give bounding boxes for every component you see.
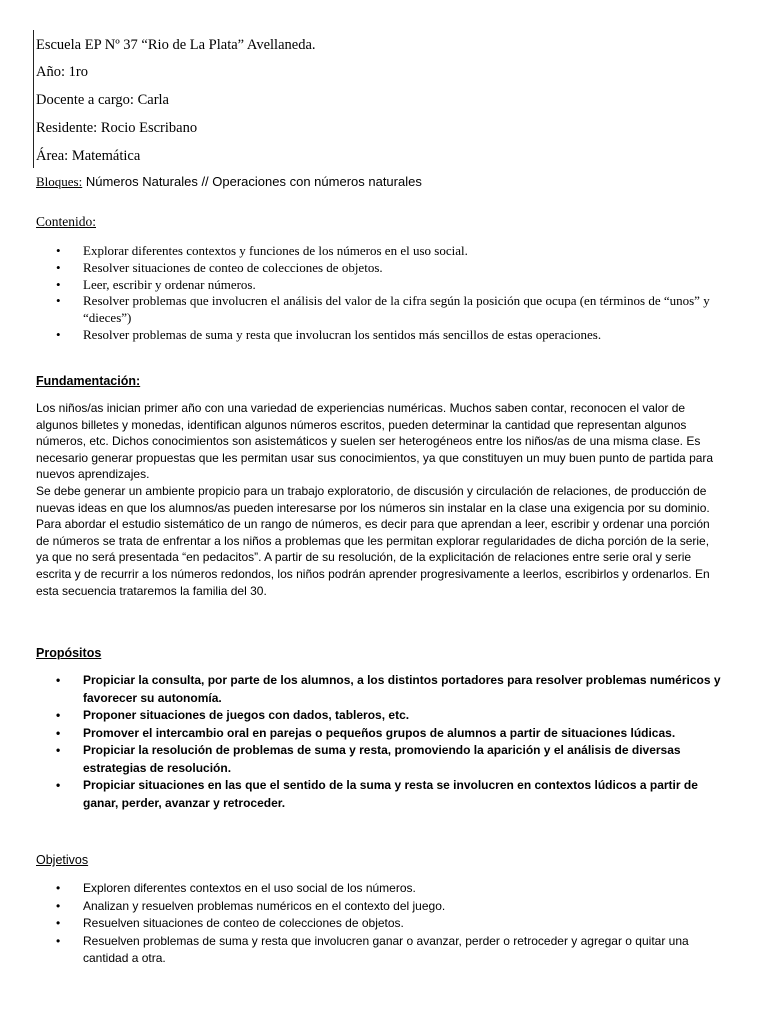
teacher-line: Docente a cargo: Carla xyxy=(36,92,169,108)
year-line: Año: 1ro xyxy=(36,64,88,80)
propositos-list xyxy=(54,672,726,812)
contenido-title: Contenido: xyxy=(36,214,96,229)
list-item: • Resolver situaciones de conteo de colecciones de objetos. xyxy=(54,260,726,277)
list-item: • Leer, escribir y ordenar números. xyxy=(54,277,726,294)
contenido-list xyxy=(54,243,726,344)
list-item: • Propiciar la resolución de problemas de suma y resta, promoviendo la aparición y el análisis de diversas estrategias de resolución. xyxy=(54,742,726,777)
fundamentacion-title: Fundamentación: xyxy=(36,374,141,388)
list-item: • Explorar diferentes contextos y funciones de los números en el uso social. xyxy=(54,243,726,260)
list-item: • Resolver problemas de suma y resta que involucran los sentidos más sencillos de estas operaciones. xyxy=(54,327,726,344)
list-item: • Resuelven problemas de suma y resta que involucren ganar o avanzar, perder o retroceder y agregar o quitar una cantidad a otra. xyxy=(54,933,726,968)
list-item: • Exploren diferentes contextos en el uso social de los números. xyxy=(54,880,726,898)
list-item: • Proponer situaciones de juegos con dados, tableros, etc. xyxy=(54,707,726,725)
propositos-title: Propósitos xyxy=(36,646,102,660)
fundamentacion-body xyxy=(36,400,724,599)
paragraph: Los niños/as inician primer año con una variedad de experiencias numéricas. Muchos saben contar, reconocen el valor de algunos billetes y monedas, identifican algunos números escritos, pueden determinar la cantidad que representan algunos números, etc. Dichos conocimientos son asistemáticos y suelen ser heterogéneos entre los niños/as de una misma clase. Es necesario generar propuestas que les permitan usar sus conocimientos, ya que constituyen un muy buen punto de partida para nuevos aprendizajes. xyxy=(36,401,714,482)
paragraph: Para abordar el estudio sistemático de un rango de números, es decir para que aprendan a leer, escribir y ordenar una porción de números se trata de enfrentar a los niños a problemas que les permitan explorar regularidades de dicha porción de la serie, ya que no será presentada “en pedacitos”. A partir de su resolución, de la explicitación de relaciones entre serie oral y serie escrita y de recurrir a los números redondos, los niños podrán aprender progresivamente a leerlos, escribirlos y ordenarlos. En esta secuencia trataremos la familia del 30. xyxy=(36,517,710,598)
blocks-value: Números Naturales // Operaciones con números naturales xyxy=(82,174,422,189)
list-item: • Resolver problemas que involucren el análisis del valor de la cifra según la posición que ocupa (en términos de “unos” y “dieces”) xyxy=(54,293,726,327)
school-line: Escuela EP Nº 37 “Rio de La Plata” Avellaneda. xyxy=(36,37,316,53)
objetivos-title: Objetivos xyxy=(36,853,89,867)
list-item: • Promover el intercambio oral en parejas o pequeños grupos de alumnos a partir de situaciones lúdicas. xyxy=(54,725,726,743)
list-item: • Propiciar situaciones en las que el sentido de la suma y resta se involucren en contextos lúdicos a partir de ganar, perder, avanzar y retroceder. xyxy=(54,777,726,812)
resident-line: Residente: Rocio Escribano xyxy=(36,120,198,136)
area-line: Área: Matemática xyxy=(36,148,141,164)
header-left-border xyxy=(33,30,34,168)
list-item: • Propiciar la consulta, por parte de los alumnos, a los distintos portadores para resolver problemas numéricos y favorecer su autonomía. xyxy=(54,672,726,707)
objetivos-list xyxy=(54,880,726,968)
paragraph: Se debe generar un ambiente propicio para un trabajo exploratorio, de discusión y circulación de relaciones, de producción de nuevas ideas en que los alumnos/as pueden interesarse por los números sin instalar en la clase una exigencia por su dominio. xyxy=(36,483,710,515)
blocks-line xyxy=(36,173,422,191)
list-item: • Resuelven situaciones de conteo de colecciones de objetos. xyxy=(54,915,726,933)
list-item: • Analizan y resuelven problemas numéricos en el contexto del juego. xyxy=(54,898,726,916)
blocks-label: Bloques: xyxy=(36,174,83,189)
